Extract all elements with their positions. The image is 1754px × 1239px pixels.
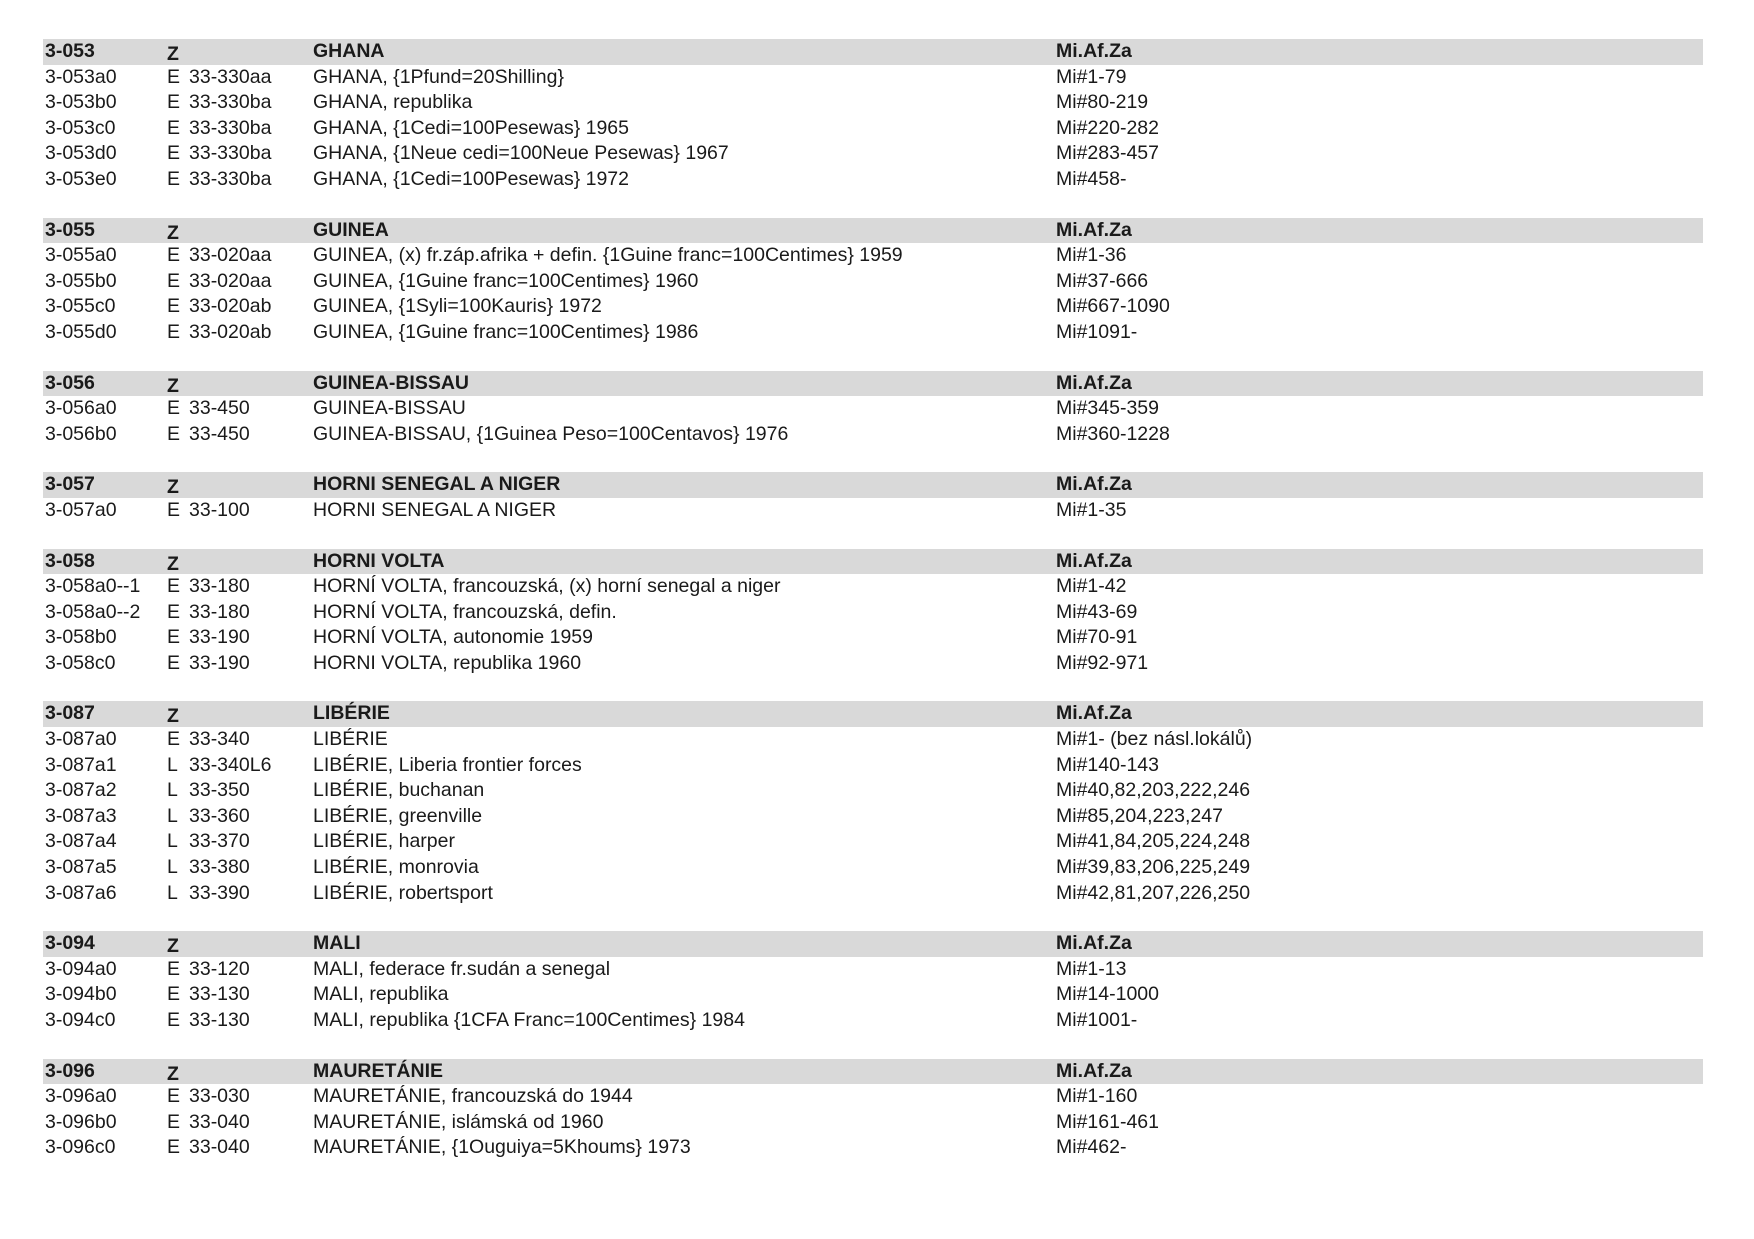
row-name: HORNI SENEGAL A NIGER [313, 498, 557, 521]
row-letter: E [167, 1136, 181, 1159]
row-ref: Mi#80-219 [1056, 91, 1149, 114]
row-code: 3-055d0 [45, 320, 117, 343]
row-number: 33-380 [189, 856, 250, 879]
row-number: 33-020ab [189, 320, 272, 343]
row-letter: E [167, 142, 181, 165]
row-name: GHANA, {1Neue cedi=100Neue Pesewas} 1967 [313, 142, 729, 165]
group-name: GHANA [313, 40, 385, 62]
row-name: GHANA, {1Cedi=100Pesewas} 1965 [313, 116, 629, 139]
catalog-group [43, 218, 1703, 346]
row-type [167, 625, 313, 651]
row-code: 3-058a0--2 [45, 600, 141, 623]
row-type [167, 116, 313, 142]
row-letter: L [167, 753, 178, 776]
row-name: HORNI VOLTA, republika 1960 [313, 651, 582, 674]
row-code: 3-094b0 [45, 983, 117, 1006]
row-code: 3-058b0 [45, 626, 117, 649]
row-ref: Mi#92-971 [1056, 651, 1149, 674]
group-ref: Mi.Af.Za [1056, 702, 1132, 725]
row-number: 33-330ba [189, 142, 272, 165]
catalog-row [43, 498, 1703, 524]
row-type [167, 804, 313, 830]
row-ref: Mi#1-36 [1056, 244, 1127, 267]
row-name: HORNÍ VOLTA, autonomie 1959 [313, 626, 593, 649]
row-ref: Mi#39,83,206,225,249 [1056, 856, 1251, 879]
row-name: GUINEA-BISSAU, {1Guinea Peso=100Centavos} 1976 [313, 422, 789, 445]
row-letter: E [167, 1110, 181, 1133]
catalog-row [43, 1084, 1703, 1110]
row-letter: E [167, 116, 181, 139]
row-number: 33-330aa [189, 65, 272, 88]
row-letter: E [167, 728, 181, 751]
catalog-row [43, 294, 1703, 320]
row-number: 33-040 [189, 1110, 250, 1133]
row-ref: Mi#360-1228 [1056, 422, 1170, 445]
row-ref: Mi#462- [1056, 1136, 1127, 1159]
catalog-row [43, 1110, 1703, 1136]
group-header-row [43, 931, 1703, 957]
group-type: Z [167, 43, 179, 65]
row-number: 33-370 [189, 830, 250, 853]
row-number: 33-330ba [189, 167, 272, 190]
catalog-group [43, 931, 1703, 1033]
row-type [167, 141, 313, 167]
row-name: MALI, republika {1CFA Franc=100Centimes} 1984 [313, 1009, 745, 1031]
row-number: 33-340L6 [189, 753, 272, 776]
row-type [167, 320, 313, 346]
group-type: Z [167, 705, 179, 728]
group-type: Z [167, 1062, 179, 1085]
row-number: 33-330ba [189, 91, 272, 114]
catalog-row [43, 320, 1703, 346]
catalog-row [43, 243, 1703, 269]
row-ref: Mi#667-1090 [1056, 295, 1170, 318]
row-type [167, 65, 313, 91]
row-number: 33-020ab [189, 295, 272, 318]
row-letter: E [167, 244, 181, 267]
row-name: HORNÍ VOLTA, francouzská, defin. [313, 600, 617, 623]
group-code: 3-053 [45, 40, 95, 62]
row-name: LIBÉRIE, Liberia frontier forces [313, 753, 582, 776]
row-type [167, 90, 313, 116]
catalog-row [43, 396, 1703, 422]
row-ref: Mi#458- [1056, 167, 1127, 190]
row-ref: Mi#1-13 [1056, 957, 1127, 980]
group-code: 3-056 [45, 371, 95, 394]
row-letter: L [167, 830, 178, 853]
row-name: HORNÍ VOLTA, francouzská, (x) horní senegal a niger [313, 575, 781, 598]
row-code: 3-087a4 [45, 830, 117, 853]
row-ref: Mi#70-91 [1056, 626, 1138, 649]
row-type [167, 982, 313, 1008]
group-name: LIBÉRIE [313, 702, 390, 725]
row-type [167, 167, 313, 193]
group-type: Z [167, 374, 179, 397]
group-ref: Mi.Af.Za [1056, 473, 1132, 496]
catalog-row [43, 753, 1703, 779]
row-code: 3-056a0 [45, 397, 117, 420]
row-ref: Mi#220-282 [1056, 116, 1159, 139]
row-code: 3-087a2 [45, 779, 117, 802]
group-type: Z [167, 476, 179, 499]
row-number: 33-190 [189, 626, 250, 649]
row-letter: L [167, 779, 178, 802]
row-code: 3-058c0 [45, 651, 116, 674]
row-code: 3-094a0 [45, 957, 117, 980]
row-number: 33-020aa [189, 244, 272, 267]
group-name: GUINEA-BISSAU [313, 371, 470, 394]
row-number: 33-340 [189, 728, 250, 751]
row-name: GUINEA-BISSAU [313, 397, 466, 420]
row-letter: E [167, 498, 181, 521]
row-number: 33-450 [189, 397, 250, 420]
catalog-row [43, 90, 1703, 116]
catalog-row [43, 855, 1703, 881]
catalog-row [43, 65, 1703, 91]
row-letter: E [167, 167, 181, 190]
group-header-row [43, 701, 1703, 727]
group-ref: Mi.Af.Za [1056, 549, 1132, 572]
row-ref: Mi#140-143 [1056, 753, 1159, 776]
row-ref: Mi#283-457 [1056, 142, 1159, 165]
catalog-row [43, 982, 1703, 1008]
row-letter: E [167, 397, 181, 420]
row-ref: Mi#345-359 [1056, 397, 1159, 420]
row-ref: Mi#40,82,203,222,246 [1056, 779, 1251, 802]
row-letter: E [167, 626, 181, 649]
row-type [167, 727, 313, 753]
row-code: 3-056b0 [45, 422, 117, 445]
catalog-row [43, 1008, 1703, 1034]
row-ref: Mi#14-1000 [1056, 983, 1159, 1006]
group-ref: Mi.Af.Za [1056, 1059, 1132, 1082]
row-name: MAURETÁNIE, {1Ouguiya=5Khoums} 1973 [313, 1136, 691, 1159]
row-number: 33-020aa [189, 269, 272, 292]
row-letter: E [167, 575, 181, 598]
row-name: GUINEA, {1Guine franc=100Centimes} 1986 [313, 320, 699, 343]
catalog-group [43, 472, 1703, 523]
row-type [167, 1084, 313, 1110]
row-code: 3-055a0 [45, 244, 117, 267]
row-number: 33-390 [189, 881, 250, 904]
row-type [167, 574, 313, 600]
row-number: 33-180 [189, 575, 250, 598]
row-type [167, 294, 313, 320]
group-header-row [43, 39, 1703, 65]
row-code: 3-055c0 [45, 295, 116, 318]
row-name: LIBÉRIE, robertsport [313, 881, 493, 904]
group-header-row [43, 371, 1703, 397]
row-number: 33-030 [189, 1085, 250, 1108]
row-number: 33-180 [189, 600, 250, 623]
row-ref: Mi#1091- [1056, 320, 1138, 343]
group-code: 3-055 [45, 218, 95, 241]
group-header-row [43, 472, 1703, 498]
row-name: LIBÉRIE, buchanan [313, 779, 485, 802]
catalog-row [43, 269, 1703, 295]
row-ref: Mi#1-160 [1056, 1085, 1138, 1108]
row-letter: E [167, 320, 181, 343]
row-name: LIBÉRIE [313, 728, 388, 751]
row-number: 33-040 [189, 1136, 250, 1159]
row-type [167, 957, 313, 983]
row-type [167, 600, 313, 626]
row-code: 3-096c0 [45, 1136, 116, 1159]
catalog-row [43, 804, 1703, 830]
row-ref: Mi#41,84,205,224,248 [1056, 830, 1251, 853]
row-name: GHANA, {1Pfund=20Shilling} [313, 65, 564, 88]
group-code: 3-096 [45, 1059, 95, 1082]
group-ref: Mi.Af.Za [1056, 40, 1132, 62]
row-number: 33-130 [189, 983, 250, 1006]
row-number: 33-450 [189, 422, 250, 445]
row-type [167, 498, 313, 524]
group-name: MAURETÁNIE [313, 1059, 443, 1082]
row-name: GHANA, {1Cedi=100Pesewas} 1972 [313, 167, 629, 190]
row-name: GUINEA, (x) fr.záp.afrika + defin. {1Guine franc=100Centimes} 1959 [313, 244, 903, 267]
group-header-row [43, 1059, 1703, 1085]
row-type [167, 269, 313, 295]
catalog-row [43, 1135, 1703, 1161]
catalog-row [43, 574, 1703, 600]
row-type [167, 422, 313, 448]
row-type [167, 243, 313, 269]
row-ref: Mi#37-666 [1056, 269, 1149, 292]
row-ref: Mi#1-79 [1056, 65, 1127, 88]
row-type [167, 651, 313, 677]
row-code: 3-096a0 [45, 1085, 117, 1108]
group-code: 3-058 [45, 549, 95, 572]
row-code: 3-087a6 [45, 881, 117, 904]
row-letter: E [167, 957, 181, 980]
group-type: Z [167, 221, 179, 244]
row-type [167, 855, 313, 881]
row-type [167, 396, 313, 422]
catalog-row [43, 881, 1703, 907]
row-letter: E [167, 651, 181, 674]
catalog-row [43, 625, 1703, 651]
row-name: LIBÉRIE, greenville [313, 804, 483, 827]
row-code: 3-053a0 [45, 65, 117, 88]
row-ref: Mi#85,204,223,247 [1056, 804, 1223, 827]
row-type [167, 829, 313, 855]
row-ref: Mi#1- (bez násl.lokálů) [1056, 728, 1253, 751]
row-number: 33-130 [189, 1009, 250, 1031]
row-type [167, 778, 313, 804]
catalog-row [43, 600, 1703, 626]
row-letter: E [167, 295, 181, 318]
row-code: 3-057a0 [45, 498, 117, 521]
row-letter: E [167, 983, 181, 1006]
row-letter: E [167, 65, 181, 88]
row-code: 3-055b0 [45, 269, 117, 292]
catalog-group [43, 1059, 1703, 1161]
row-name: LIBÉRIE, harper [313, 830, 455, 853]
row-number: 33-100 [189, 498, 250, 521]
row-number: 33-190 [189, 651, 250, 674]
group-code: 3-087 [45, 702, 95, 725]
row-code: 3-087a0 [45, 728, 117, 751]
row-ref: Mi#1-35 [1056, 498, 1127, 521]
row-letter: E [167, 269, 181, 292]
row-code: 3-087a5 [45, 856, 117, 879]
group-code: 3-094 [45, 932, 95, 955]
catalog-group [43, 39, 1703, 193]
row-ref: Mi#1001- [1056, 1009, 1138, 1031]
row-type [167, 881, 313, 907]
row-ref: Mi#43-69 [1056, 600, 1138, 623]
row-ref: Mi#42,81,207,226,250 [1056, 881, 1251, 904]
row-name: MAURETÁNIE, islámská od 1960 [313, 1110, 604, 1133]
row-code: 3-058a0--1 [45, 575, 141, 598]
row-name: MALI, federace fr.sudán a senegal [313, 957, 611, 980]
row-ref: Mi#1-42 [1056, 575, 1127, 598]
group-type: Z [167, 552, 179, 575]
row-letter: E [167, 1009, 181, 1031]
catalog-group [43, 371, 1703, 448]
row-name: GUINEA, {1Guine franc=100Centimes} 1960 [313, 269, 699, 292]
row-letter: L [167, 804, 178, 827]
catalog-row [43, 422, 1703, 448]
group-header-row [43, 218, 1703, 244]
catalog-group [43, 549, 1703, 677]
row-code: 3-053b0 [45, 91, 117, 114]
row-name: GUINEA, {1Syli=100Kauris} 1972 [313, 295, 602, 318]
row-number: 33-360 [189, 804, 250, 827]
row-code: 3-094c0 [45, 1009, 116, 1031]
catalog-row [43, 778, 1703, 804]
row-type [167, 1110, 313, 1136]
group-code: 3-057 [45, 473, 95, 496]
group-name: MALI [313, 932, 361, 955]
row-name: LIBÉRIE, monrovia [313, 856, 479, 879]
catalog-row [43, 829, 1703, 855]
group-ref: Mi.Af.Za [1056, 932, 1132, 955]
group-ref: Mi.Af.Za [1056, 371, 1132, 394]
row-name: MALI, republika [313, 983, 449, 1006]
group-ref: Mi.Af.Za [1056, 218, 1132, 241]
catalog-group [43, 701, 1703, 906]
row-letter: E [167, 422, 181, 445]
row-number: 33-330ba [189, 116, 272, 139]
row-number: 33-120 [189, 957, 250, 980]
group-type: Z [167, 935, 179, 958]
row-type [167, 1135, 313, 1161]
catalog-row [43, 167, 1703, 193]
row-letter: E [167, 1085, 181, 1108]
row-code: 3-087a1 [45, 753, 117, 776]
catalog-row [43, 651, 1703, 677]
row-code: 3-087a3 [45, 804, 117, 827]
row-code: 3-053e0 [45, 167, 117, 190]
catalog-row [43, 116, 1703, 142]
row-code: 3-053d0 [45, 142, 117, 165]
row-ref: Mi#161-461 [1056, 1110, 1159, 1133]
row-code: 3-053c0 [45, 116, 116, 139]
row-type [167, 753, 313, 779]
row-type [167, 1008, 313, 1034]
group-name: HORNI VOLTA [313, 549, 445, 572]
group-name: HORNI SENEGAL A NIGER [313, 473, 561, 496]
row-letter: L [167, 881, 178, 904]
catalog-row [43, 141, 1703, 167]
row-letter: E [167, 600, 181, 623]
row-number: 33-350 [189, 779, 250, 802]
catalog-sheet [43, 39, 1703, 1186]
group-name: GUINEA [313, 218, 389, 241]
catalog-row [43, 727, 1703, 753]
row-name: GHANA, republika [313, 91, 473, 114]
row-letter: L [167, 856, 178, 879]
catalog-row [43, 957, 1703, 983]
row-name: MAURETÁNIE, francouzská do 1944 [313, 1085, 633, 1108]
group-header-row [43, 549, 1703, 575]
row-code: 3-096b0 [45, 1110, 117, 1133]
row-letter: E [167, 91, 181, 114]
